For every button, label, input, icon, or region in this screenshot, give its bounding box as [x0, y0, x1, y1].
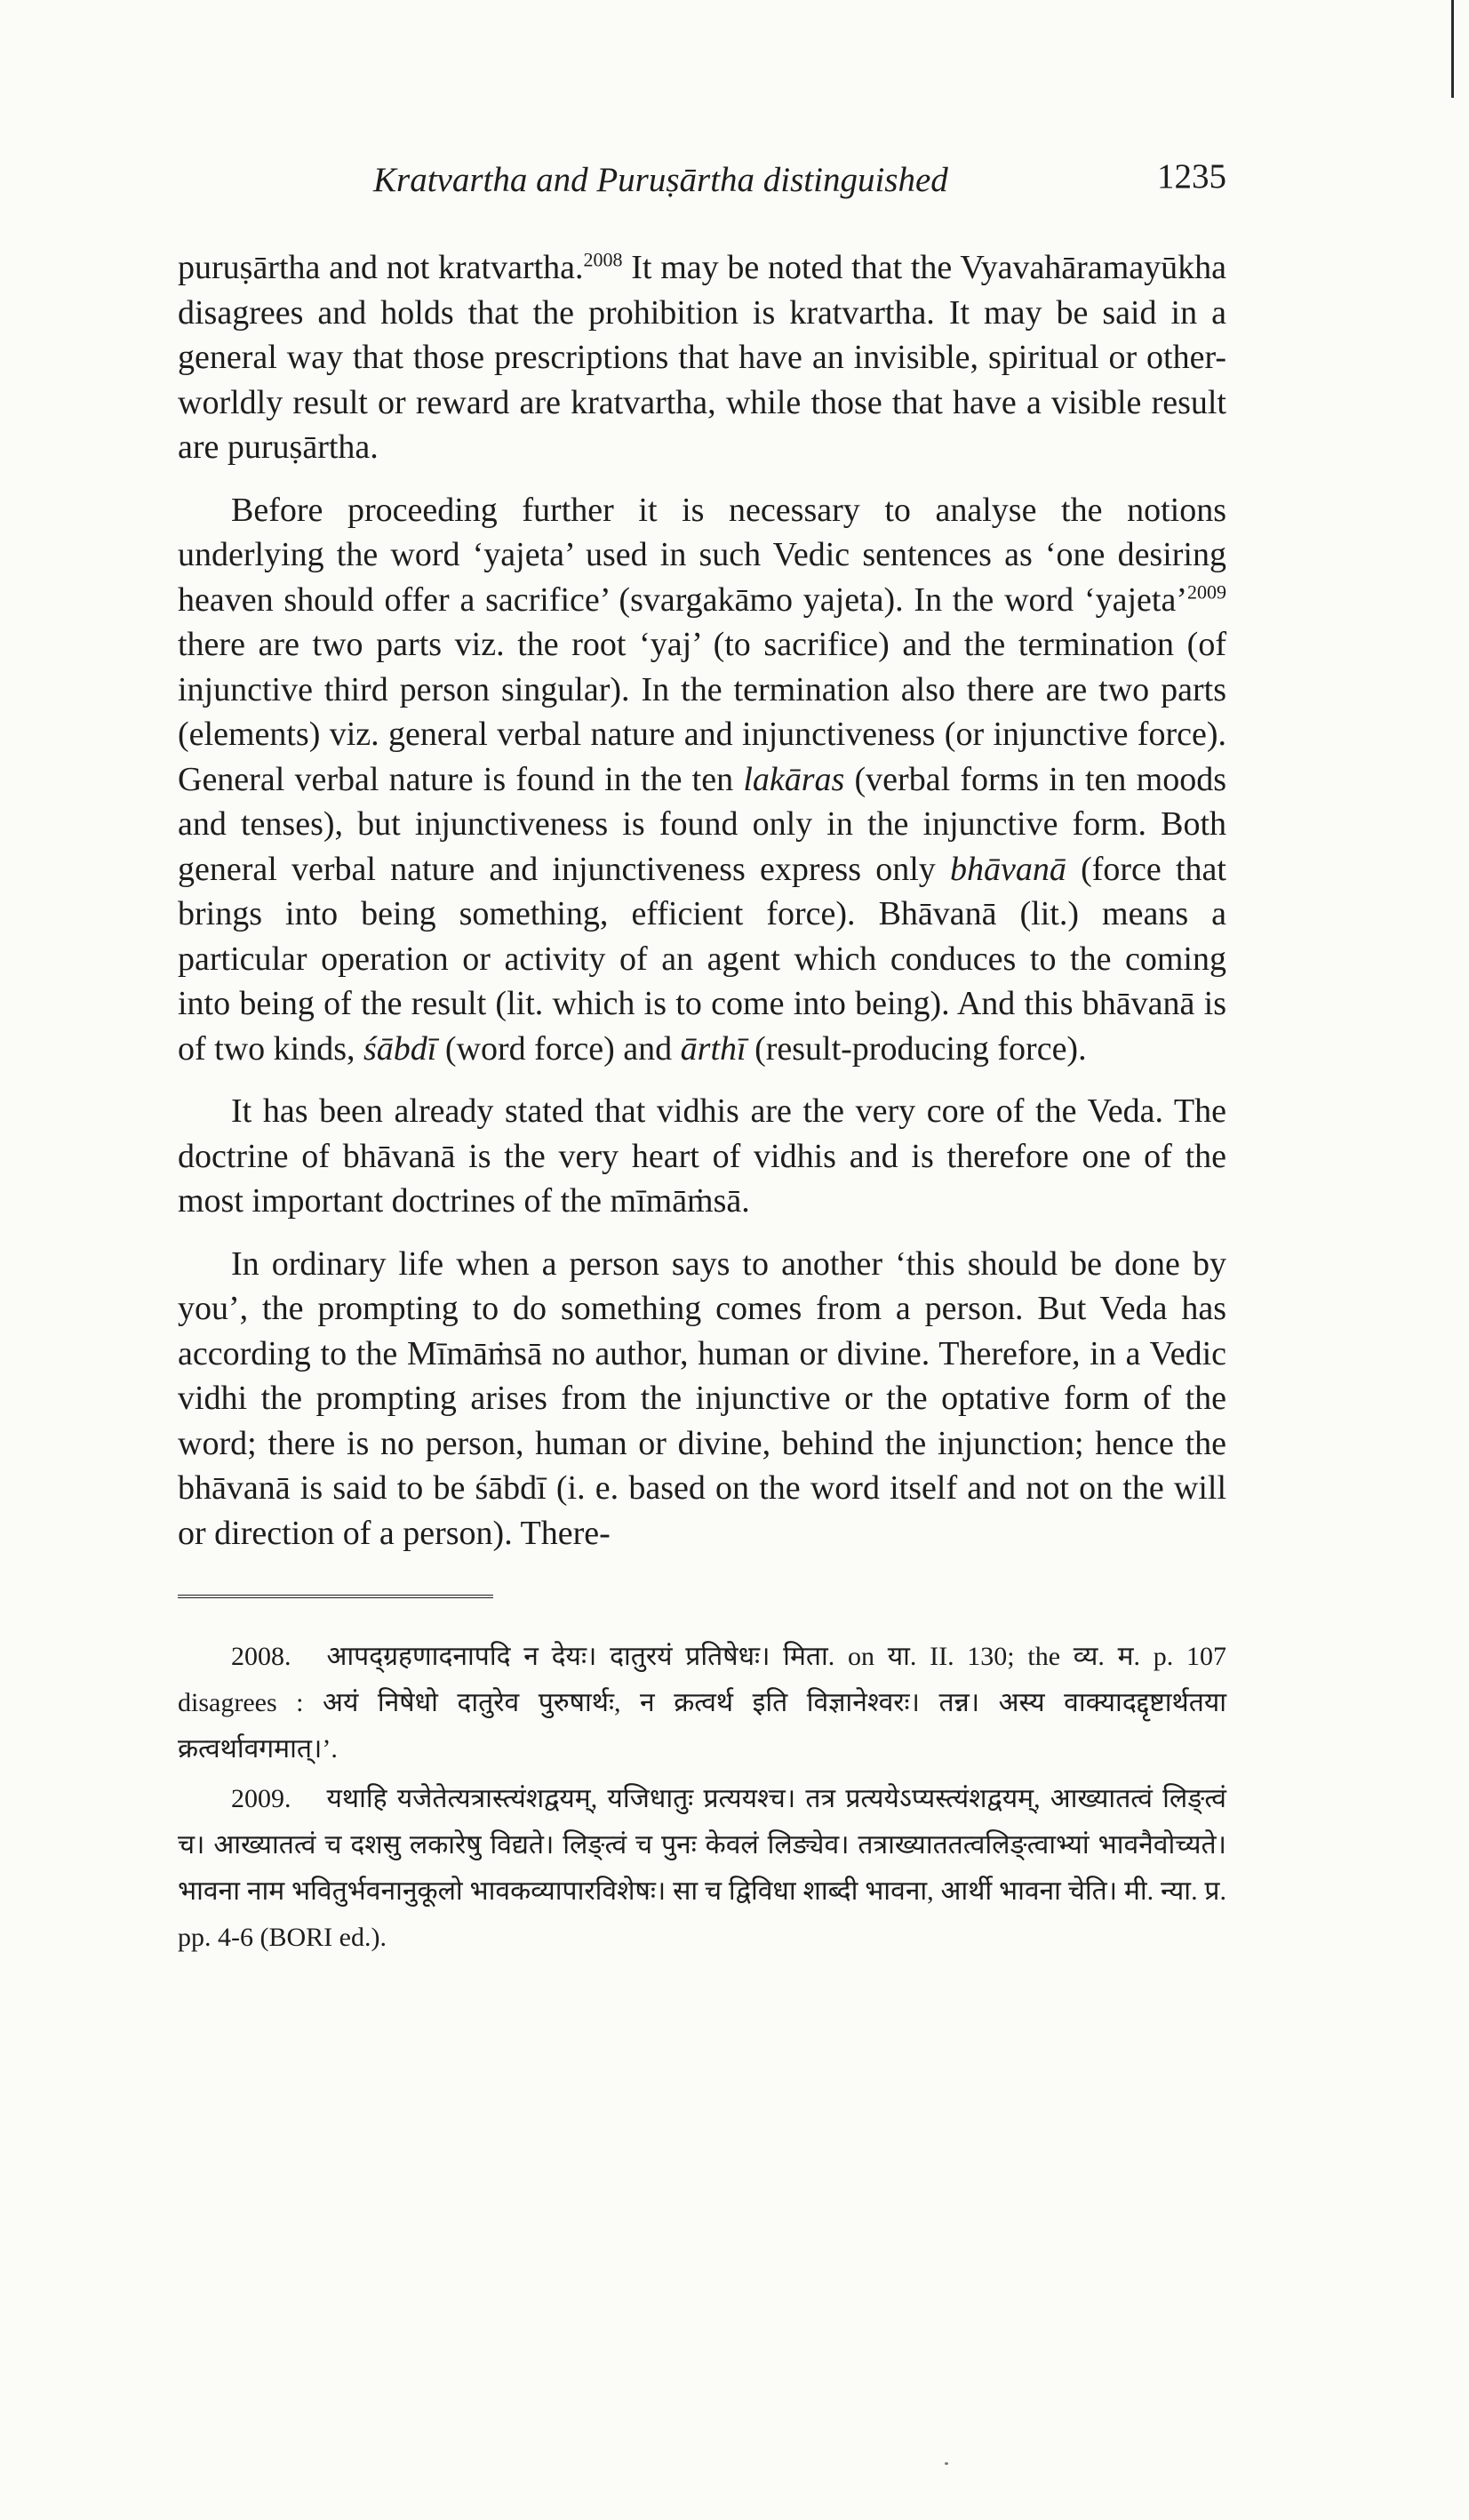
term-sabdi: śābdī	[363, 1029, 437, 1068]
paragraph-text: It may be noted that the Vyavahāramayūkha disagrees and holds that the prohibition is kratvartha. It may be said in a general way that those prescriptions that have an invisible, spiritual or other-worldly result or reward are kratvartha, while those that have a visible result are puruṣārtha.	[178, 249, 1226, 466]
footnote-ref-2008[interactable]: 2008	[583, 248, 623, 271]
paragraph-text: (force that brings into being something, efficient force). Bhāvanā (lit.) means a particular operation or activity of an agent which conduces to the coming into being of the result (lit. which is to come into being). And this bhāvanā is of two kinds,	[178, 850, 1226, 1068]
paragraph-text: Before proceeding further it is necessary to analyse the notions underlying the word ‘yajeta’ used in such Vedic sentences as ‘one desiring heaven should offer a sacrifice’ (svargakāmo yajeta). In the word ‘yajeta’	[178, 491, 1226, 619]
term-arthi: ārthī	[680, 1029, 746, 1068]
footnote-text: यथाहि यजेतेत्यत्रास्त्यंशद्वयम्, यजिधातुः प्रत्ययश्च। तत्र प्रत्ययेऽप्यस्त्यंशद्वयम्, आख्यातत्वं लिङ्त्वं च। आख्यातत्वं च दशसु लकारेषु विद्यते। लिङ्त्वं च पुनः केवलं लिङ्येव। तत्राख्याततत्वलिङ्त्वाभ्यां भावनैवोच्यते। भावना नाम भवितुर्भवनानुकूलो भावकव्यापारविशेषः। सा च द्विविधा शाब्दी भावना, आर्थी भावना चेति। मी. न्या. प्र. pp. 4-6 (BORI ed.).	[178, 1784, 1226, 1952]
term-lakaras: lakāras	[743, 760, 845, 798]
paragraph-text: (word force) and	[436, 1029, 681, 1068]
paragraph-text: (verbal forms in ten moods and tenses), but injunctiveness is found only in the injunctive form. Both general verbal nature and injunctiveness express only	[178, 760, 1226, 888]
footnote-number: 2008.	[231, 1642, 291, 1671]
paragraph-2	[178, 488, 1226, 1072]
running-title: Kratvartha and Puruṣārtha distinguished	[373, 161, 948, 199]
paragraph-text: (result-producing force).	[746, 1029, 1087, 1068]
paragraph-4: In ordinary life when a person says to another ‘this should be done by you’, the prompting to do something comes from a person. But Veda has according to the Mīmāṁsā no author, human or divine. Therefore, in a Vedic vidhi the prompting arises from the injunctive or the optative form of the word; there is no person, human or divine, behind the injunction; hence the bhāvanā is said to be śābdī (i. e. based on the word itself and not on the will or direction of a person). There-	[178, 1244, 1226, 1552]
footnote-text: आपद्ग्रहणादनापदि न देयः। दातुरयं प्रतिषेधः। मिता. on या. II. 130; the व्य. म. p. 107 disagrees : अयं निषेधो दातुरेव पुरुषार्थः, न क्रत्वर्थ इति विज्ञानेश्वरः। तन्न। अस्य वाक्यादद्दृष्टार्थतया क्रत्वर्थावगमात्।’.	[178, 1642, 1226, 1764]
footnote-ref-2009[interactable]: 2009	[1187, 580, 1226, 603]
paragraph-3: It has been already stated that vidhis are the very core of the Veda. The doctrine of bhāvanā is the very heart of vidhis and is therefore one of the most important doctrines of the mīmāṁsā.	[178, 1092, 1226, 1220]
page-header	[178, 151, 1226, 213]
footnote-divider	[178, 1595, 493, 1598]
footnote-2008	[178, 1634, 1226, 1772]
main-text	[178, 245, 1226, 1556]
scan-speck	[945, 2462, 948, 2465]
footnote-number: 2009.	[231, 1784, 291, 1813]
paragraph-text: there are two parts viz. the root ‘yaj’ (to sacrifice) and the termination (of injunctive third person singular). In the termination also there are two parts (elements) viz. general verbal nature and injunctiveness (or injunctive force). General verbal nature is found in the ten	[178, 626, 1226, 798]
term-bhavana: bhāvanā	[950, 850, 1066, 888]
paragraph-1	[178, 245, 1226, 470]
scan-edge-line	[1451, 0, 1454, 98]
footnote-2009	[178, 1776, 1226, 1961]
book-page	[178, 151, 1226, 1961]
footnotes	[178, 1634, 1226, 1961]
paragraph-text: puruṣārtha and not kratvartha.	[178, 249, 584, 286]
page-number: 1235	[1157, 157, 1226, 196]
